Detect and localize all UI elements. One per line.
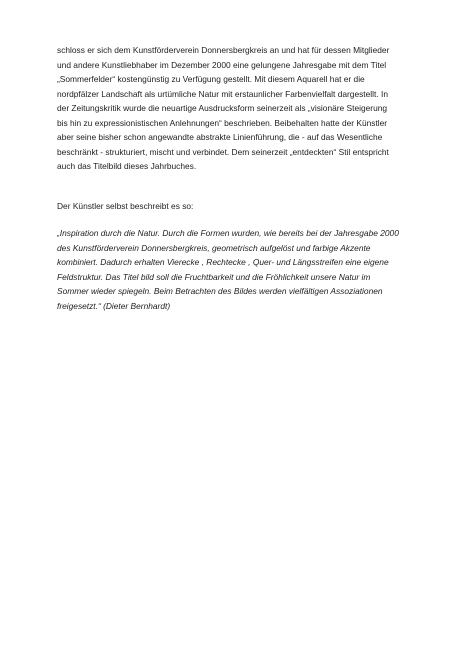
- text-line: der Zeitungskritik wurde die neuartige Ausdrucksform seinerzeit als „visionäre Steigerung: [57, 103, 388, 113]
- text-line: freigesetzt.“ (Dieter Bernhardt): [57, 300, 171, 311]
- text-line: Der Künstler selbst beschreibt es so:: [57, 201, 194, 211]
- text-line: bis hin zu expressionistischen Anlehnungen“ beschrieben. Beibehalten hatte der Künstler: [57, 117, 388, 128]
- text-line: schloss er sich dem Kunstförderverein Donnersbergkreis an und hat für dessen Mitglieder: [57, 45, 390, 55]
- text-line: nordpfälzer Landschaft als urtümliche Natur mit erstaunlicher Farbenvielfalt dargestellt. In: [57, 88, 388, 99]
- text-line: „Inspiration durch die Natur. Durch die Formen wurden, wie bereits bei der Jahresgabe 2000: [57, 228, 399, 238]
- text-line: und andere Kunstliebhaber im Dezember 2000 eine gelungene Jahresgabe mit dem Titel: [57, 59, 387, 70]
- text-line: des Kunstförderverein Donnersbergkreis, geometrisch aufgelöst und farbige Akzente: [57, 242, 371, 253]
- body-paragraph: [57, 43, 409, 174]
- text-line: „Sommerfelder“ kostengünstig zu Verfügung gestellt. Mit diesem Aquarell hat er die: [57, 74, 365, 84]
- text-line: Feldstruktur. Das Titel bild soll die Fruchtbarkeit und die Fröhlichkeit unsere Natur im: [57, 271, 371, 282]
- text-line: auch das Titelbild dieses Jahrbuches.: [57, 161, 197, 171]
- text-line: kombiniert. Dadurch erhalten Vierecke , Rechtecke , Quer- und Längsstreifen eine eigene: [57, 257, 389, 267]
- intro-paragraph: [57, 199, 409, 214]
- text-line: Sommer wieder spiegeln. Beim Betrachten des Bildes werden vielfältigen Assoziationen: [57, 286, 383, 296]
- text-line: beschränkt - strukturiert, mischt und verbindet. Dem seinerzeit „entdeckten“ Stil entspricht: [57, 146, 389, 157]
- text-line: aber seine bisher schon angewandte abstrakte Linienführung, die - auf das Wesentliche: [57, 132, 383, 142]
- quote-paragraph: [57, 226, 409, 313]
